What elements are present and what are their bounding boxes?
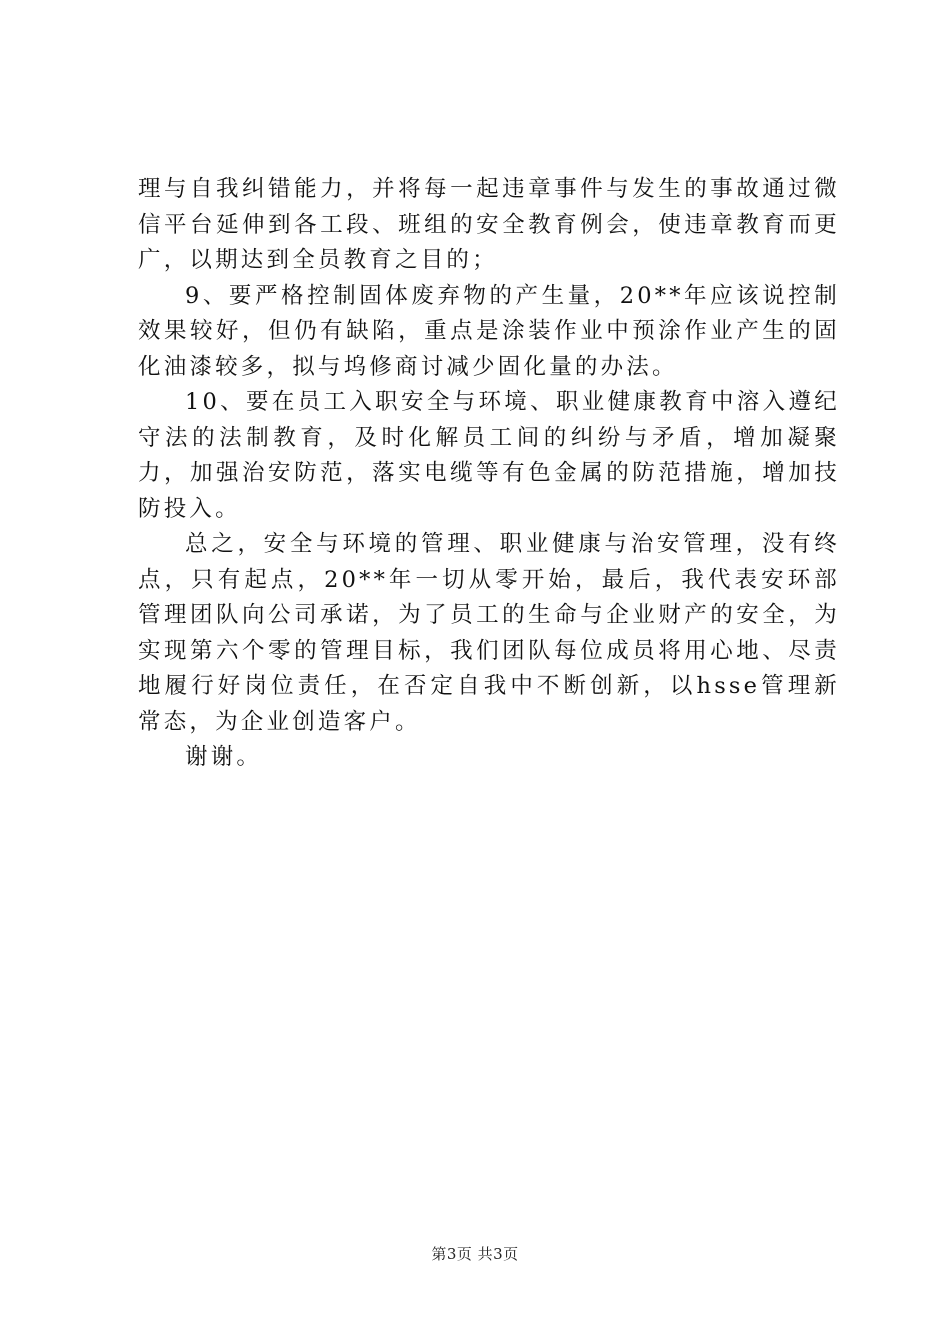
paragraph-item-9: 9、要严格控制固体废弃物的产生量，20**年应该说控制效果较好，但仍有缺陷，重点是涂装作业中预涂作业产生的固化油漆较多，拟与坞修商讨减少固化量的办法。 [138,282,840,380]
paragraph-continuation: 理与自我纠错能力，并将每一起违章事件与发生的事故通过微信平台延伸到各工段、班组的安全教育例会，使违章教育而更广，以期达到全员教育之目的； [138,176,840,273]
paragraph-thanks: 谢谢。 [185,744,263,770]
page-footer [0,1243,950,1264]
paragraph-summary: 总之，安全与环境的管理、职业健康与治安管理，没有终点，只有起点，20**年一切从零开始，最后，我代表安环部管理团队向公司承诺，为了员工的生命与企业财产的安全，为实现第六个零的管理目标，我们团队每位成员将用心地、尽责地履行好岗位责任，在否定自我中不断创新，以hsse管理新常态，为企业创造客户。 [138,531,840,735]
page-number-label: 第3页 共3页 [431,1245,519,1263]
document-body [138,172,840,776]
paragraph-item-10: 10、要在员工入职安全与环境、职业健康教育中溶入遵纪守法的法制教育，及时化解员工间的纠纷与矛盾，增加凝聚力，加强治安防范，落实电缆等有色金属的防范措施，增加技防投入。 [138,389,840,522]
